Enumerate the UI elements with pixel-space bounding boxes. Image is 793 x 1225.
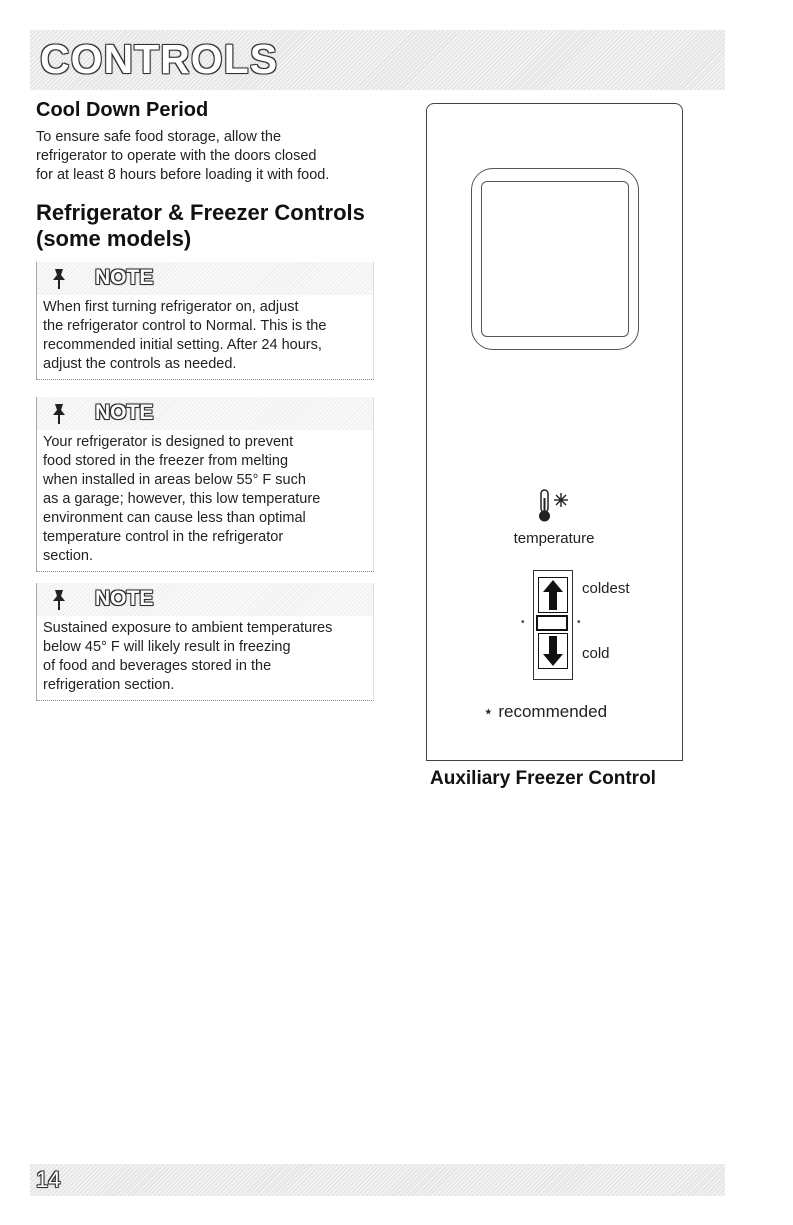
- cool-down-line-1: To ensure safe food storage, allow the: [36, 129, 282, 145]
- cool-down-line-2: refrigerator to operate with the doors closed: [36, 148, 317, 164]
- note-header: [37, 583, 373, 616]
- note-header: [37, 262, 373, 295]
- recommended-label: ⋆ recommended: [483, 702, 608, 721]
- controls-heading-line-2: (some models): [36, 226, 192, 251]
- header-band: [30, 30, 725, 90]
- note-box: [36, 397, 374, 572]
- note-line: food stored in the freezer from melting: [43, 453, 289, 469]
- colder-button[interactable]: [538, 577, 568, 613]
- temperature-label: temperature: [513, 530, 595, 547]
- note-box: [36, 262, 374, 380]
- note-line: as a garage; however, this low temperature: [43, 491, 321, 507]
- thermometer-snowflake-icon: [535, 488, 571, 524]
- note-line: recommended initial setting. After 24 hours,: [43, 337, 322, 353]
- slider-mark-left: •: [521, 617, 525, 628]
- note-line: refrigeration section.: [43, 677, 175, 693]
- note-line: the refrigerator control to Normal. This is the: [43, 318, 327, 334]
- note-line: section.: [43, 548, 93, 564]
- figure-caption: Auxiliary Freezer Control: [430, 768, 656, 789]
- pushpin-icon: [49, 268, 69, 290]
- note-text: [37, 295, 373, 379]
- note-label: NOTE: [95, 266, 154, 289]
- note-line: of food and beverages stored in the: [43, 658, 272, 674]
- note-line: below 45° F will likely result in freezing: [43, 639, 291, 655]
- pushpin-icon: [49, 403, 69, 425]
- coldest-label: coldest: [582, 580, 630, 597]
- page-title: CONTROLS: [40, 36, 279, 82]
- note-header: [37, 397, 373, 430]
- warmer-button[interactable]: [538, 633, 568, 669]
- note-line: when installed in areas below 55° F such: [43, 472, 306, 488]
- note-line: Your refrigerator is designed to prevent: [43, 434, 294, 450]
- display-screen: [481, 181, 629, 337]
- note-label: NOTE: [95, 401, 154, 424]
- note-text: [37, 616, 373, 700]
- note-line: Sustained exposure to ambient temperatures: [43, 620, 333, 636]
- note-text: [37, 430, 373, 571]
- cool-down-line-3: for at least 8 hours before loading it with food.: [36, 167, 330, 183]
- note-box: [36, 583, 374, 701]
- page-number: 14: [36, 1167, 61, 1192]
- note-line: environment can cause less than optimal: [43, 510, 306, 526]
- cool-down-heading: Cool Down Period: [36, 99, 209, 121]
- slider-knob[interactable]: [536, 615, 568, 631]
- arrow-down-icon: [539, 634, 567, 668]
- note-line: temperature control in the refrigerator: [43, 529, 284, 545]
- note-label: NOTE: [95, 587, 154, 610]
- cold-label: cold: [582, 645, 610, 662]
- note-line: adjust the controls as needed.: [43, 356, 237, 372]
- note-line: When first turning refrigerator on, adjust: [43, 299, 299, 315]
- pushpin-icon: [49, 589, 69, 611]
- footer-band: [30, 1164, 725, 1196]
- slider-mark-right: •: [577, 617, 581, 628]
- controls-heading-line-1: Refrigerator & Freezer Controls: [36, 200, 365, 225]
- arrow-up-icon: [539, 578, 567, 612]
